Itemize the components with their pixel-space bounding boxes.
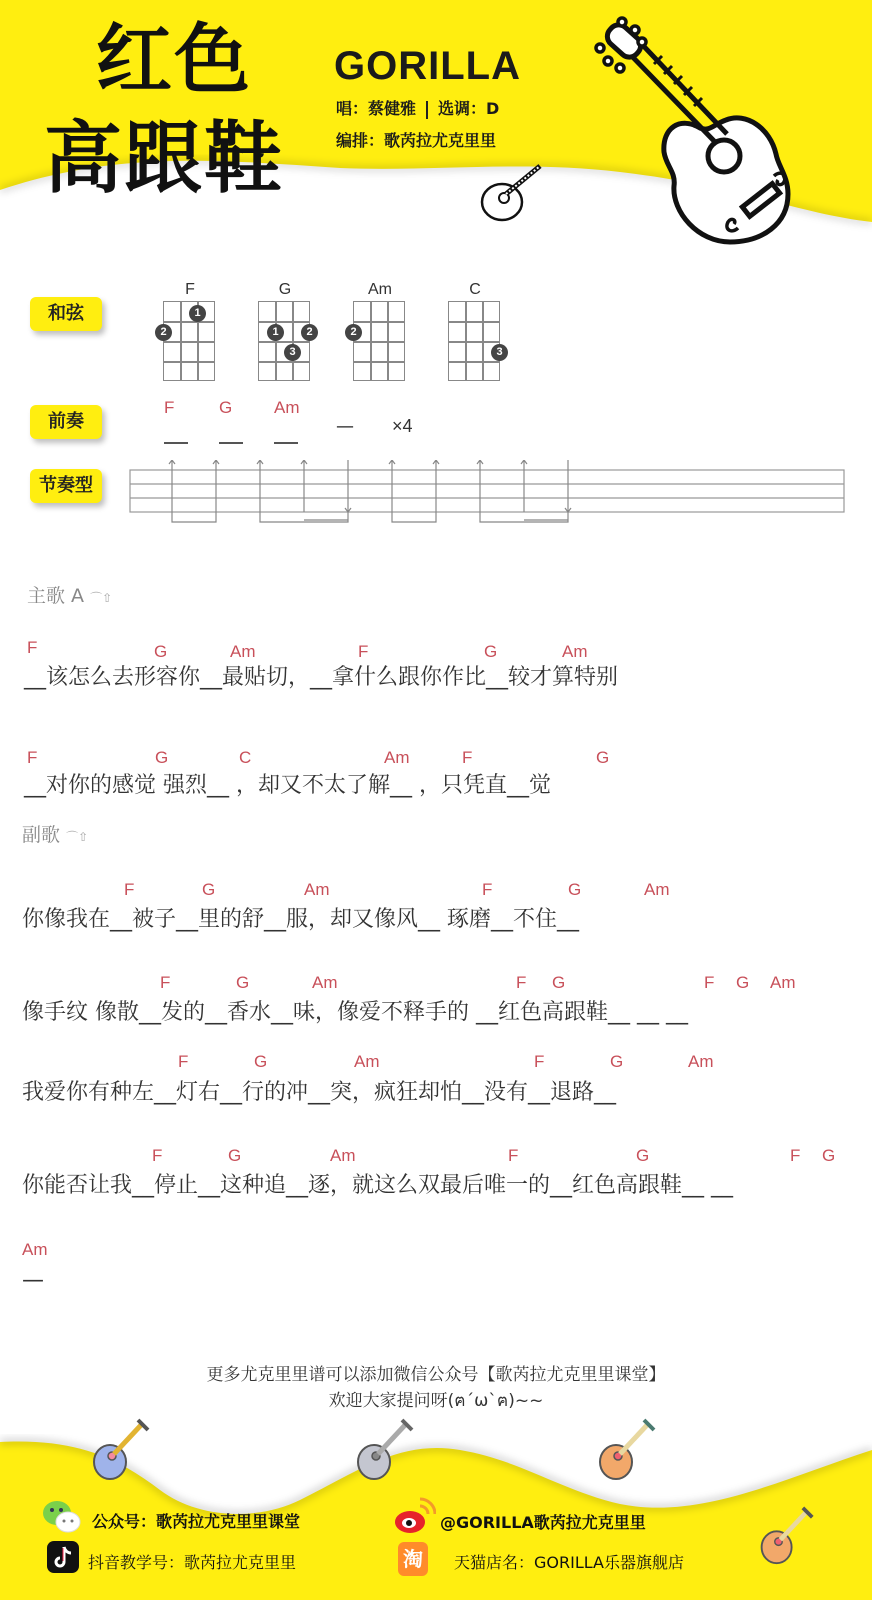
douyin-account: 抖音教学号：歌芮拉尤克里里 — [88, 1553, 297, 1572]
wechat-icon — [42, 1500, 82, 1534]
gray-guitar-icon — [352, 1418, 416, 1482]
song-title-line1: 红色 — [96, 15, 252, 104]
weibo-account: @GORILLA歌芮拉尤克里里 — [440, 1513, 646, 1532]
orange-guitar-icon — [594, 1418, 658, 1482]
prelude-label: 前奏 — [30, 405, 102, 439]
fretboard — [350, 301, 405, 381]
arranger-label: 编排：歌芮拉尤克里里 — [336, 131, 497, 150]
finger-dot: 1 — [267, 324, 284, 341]
prelude-chord: Am — [274, 398, 300, 417]
beat-dash — [164, 442, 188, 444]
prelude-chord: G — [219, 398, 233, 417]
finger-dot: 3 — [491, 344, 508, 361]
tmall-store: 天猫店名：GORILLA乐器旗舰店 — [454, 1553, 684, 1572]
section-header-chorus: 副歌 ⌒⇧ — [22, 824, 89, 846]
finger-dot: 2 — [155, 324, 172, 341]
rhythm-pattern — [128, 460, 848, 536]
douyin-icon — [46, 1540, 80, 1574]
section-header-verse: 主歌 A ⌒⇧ — [27, 585, 113, 607]
chord-name: G — [278, 281, 292, 298]
brand-logo: GORILLA — [334, 44, 521, 88]
lyric-text: 你能否让我__停止__这种追__逐，就这么双最后唯一的__红色高跟鞋__ __ — [22, 1173, 733, 1198]
orange-guitar-icon — [756, 1506, 816, 1566]
prelude-dash: — — [336, 416, 354, 437]
weibo-icon — [392, 1496, 436, 1536]
lyric-text: 你像我在__被子__里的舒__服，却又像风__ 琢磨__不住__ — [22, 907, 579, 932]
footer-note-line1: 更多尤克里里谱可以添加微信公众号【歌芮拉尤克里里课堂】 — [206, 1365, 666, 1385]
bookmark-icon: ⌒⇧ — [66, 830, 89, 844]
fretboard — [258, 301, 313, 381]
key-label: 选调：D — [438, 99, 500, 118]
divider — [426, 101, 428, 119]
taobao-icon: 淘 — [398, 1542, 428, 1576]
small-guitar-icon — [478, 160, 548, 226]
lyric-text: __该怎么去形容你__最贴切，__拿什么跟你作比__较才算特别 — [24, 665, 619, 690]
finger-dot: 1 — [189, 305, 206, 322]
rhythm-label: 节奏型 — [30, 469, 102, 503]
beat-dash — [219, 442, 243, 444]
chords-label: 和弦 — [30, 297, 102, 331]
lyric-text: 我爱你有种左__灯右__行的冲__突，疯狂却怕__没有__退路__ — [22, 1080, 617, 1105]
finger-dot: 3 — [284, 344, 301, 361]
repeat-count: ×4 — [392, 416, 413, 436]
footer-note-line2: 欢迎大家提问呀(ฅ´ω`ฅ)~~ — [328, 1391, 544, 1411]
prelude-chord: F — [164, 398, 175, 417]
chord-name: Am — [368, 281, 392, 298]
chord-name: C — [469, 281, 481, 298]
finger-dot: 2 — [301, 324, 318, 341]
fretboard — [448, 301, 503, 381]
chord-diagram-c — [448, 281, 502, 381]
beat-dash — [274, 442, 298, 444]
fretboard — [160, 301, 215, 381]
singer-label: 唱：蔡健雅 — [336, 99, 417, 118]
lyric-text: __对你的感觉 强烈__ ，却又不太了解__ ，只凭直__觉 — [24, 773, 551, 798]
chord-diagram-f — [160, 281, 217, 381]
bookmark-icon: ⌒⇧ — [90, 591, 113, 605]
chord-diagram-g — [258, 281, 312, 381]
song-meta — [336, 96, 499, 119]
blue-guitar-icon — [88, 1418, 152, 1482]
lyric-text: 像手纹 像散__发的__香水__味，像爱不释手的 __红色高跟鞋__ __ __ — [22, 1000, 688, 1025]
lyric-text: — — [22, 1268, 44, 1293]
song-title-line2: 高跟鞋 — [44, 114, 285, 204]
finger-dot: 2 — [345, 324, 362, 341]
chord-diagram-am — [350, 281, 407, 381]
chord-name: F — [185, 281, 195, 298]
guitar-icon — [592, 16, 842, 252]
wechat-account: 公众号：歌芮拉尤克里里课堂 — [92, 1512, 301, 1531]
